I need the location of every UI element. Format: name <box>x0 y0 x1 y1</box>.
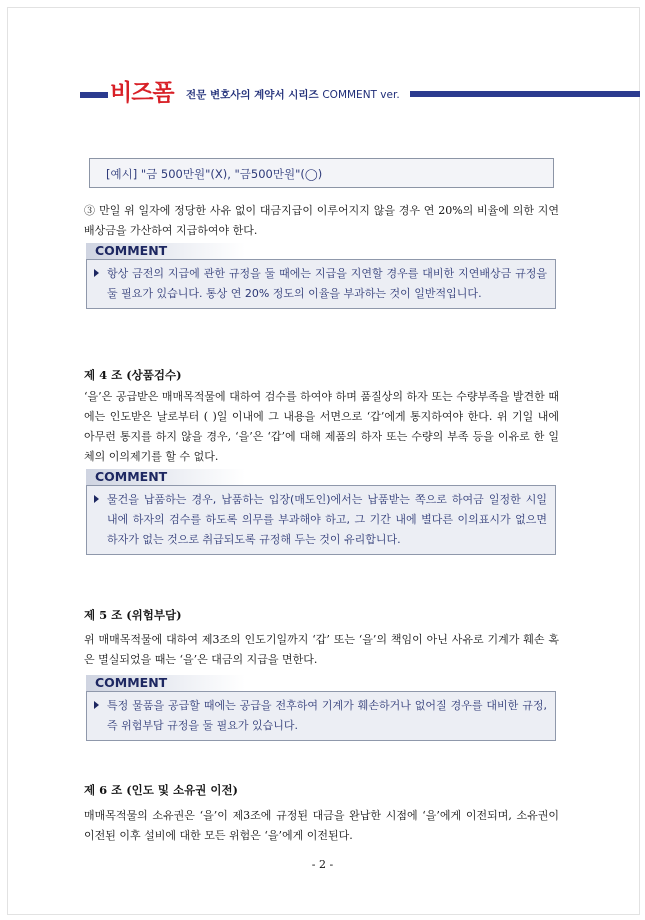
article-6-text: 매매목적물의 소유권은 ‘을’이 제3조에 규정된 대금을 완납한 시점에 ‘을’에게 이전되며, 소유권이 이전된 이후 설비에 대한 모든 위험은 ‘을’에게 이전된다. <box>84 809 559 842</box>
document-header <box>80 80 640 110</box>
article-5-heading: 제 5 조 (위험부담) <box>84 608 182 622</box>
arrow-icon <box>94 701 99 709</box>
brand-logo: 비즈폼 <box>110 80 174 106</box>
edition-label: COMMENT ver. <box>322 89 400 101</box>
series-name: 전문 변호사의 계약서 시리즈 <box>186 89 319 101</box>
comment-text: 항상 금전의 지급에 관한 규정을 둘 때에는 지급을 지연할 경우를 대비한 지연배상금 규정을 둘 필요가 있습니다. 통상 연 20% 정도의 이율을 부과하는 것이 일반적입니다. <box>107 267 547 300</box>
comment-box-3 <box>86 675 556 741</box>
arrow-icon <box>94 269 99 277</box>
example-box: [예시] "금 500만원"(X), "금500만원"(◯) <box>89 158 554 188</box>
comment-text: 물건을 납품하는 경우, 납품하는 입장(매도인)에서는 납품받는 쪽으로 하여금 일정한 시일 내에 하자의 검수를 하도록 의무를 부과해야 하고, 그 기간 내에 별다른 이의표시가 없으면 하자가 없는 것으로 취급되도록 규정해 두는 것이 유리합니다. <box>107 493 547 546</box>
article-4-text: ‘을’은 공급받은 매매목적물에 대하여 검수를 하여야 하며 품질상의 하자 또는 수량부족을 발견한 때에는 인도받은 날로부터 ( )일 이내에 그 내용을 서면으로 ‘갑’에게 통지하여야 한다. 위 기일 내에 아무런 통지를 하지 않을 경우, ‘을’은 ‘갑’에 대해 제품의 하자 또는 수량의 부족 등을 이유로 한 일체의 이의제기를 할 수 없다. <box>84 390 559 463</box>
comment-title: COMMENT <box>86 243 245 259</box>
arrow-icon <box>94 495 99 503</box>
article-5-text: 위 매매목적물에 대하여 제3조의 인도기일까지 ‘갑’ 또는 ‘을’의 책임이 아닌 사유로 기계가 훼손 혹은 멸실되었을 때는 ‘을’은 대금의 지급을 면한다. <box>84 633 559 666</box>
article-4-heading: 제 4 조 (상품검수) <box>84 368 182 382</box>
page-number: - 2 - <box>311 858 334 871</box>
comment-body <box>86 485 556 555</box>
article-6-heading: 제 6 조 (인도 및 소유권 이전) <box>84 783 238 797</box>
clause-3: ③ 만일 위 일자에 정당한 사유 없이 대금지급이 이루어지지 않을 경우 연 20%의 비율에 의한 지연배상금을 가산하여 지급하여야 한다. <box>84 204 559 237</box>
header-rule-left <box>80 92 108 98</box>
comment-box-1 <box>86 243 556 309</box>
series-title <box>186 88 400 102</box>
comment-title: COMMENT <box>86 469 245 485</box>
comment-body <box>86 259 556 309</box>
comment-text: 특정 물품을 공급할 때에는 공급을 전후하여 기계가 훼손하거나 없어질 경우를 대비한 규정, 즉 위험부담 규정을 둘 필요가 있습니다. <box>107 699 547 732</box>
comment-body <box>86 691 556 741</box>
comment-box-2 <box>86 469 556 555</box>
comment-title: COMMENT <box>86 675 245 691</box>
header-rule-right <box>410 91 640 97</box>
